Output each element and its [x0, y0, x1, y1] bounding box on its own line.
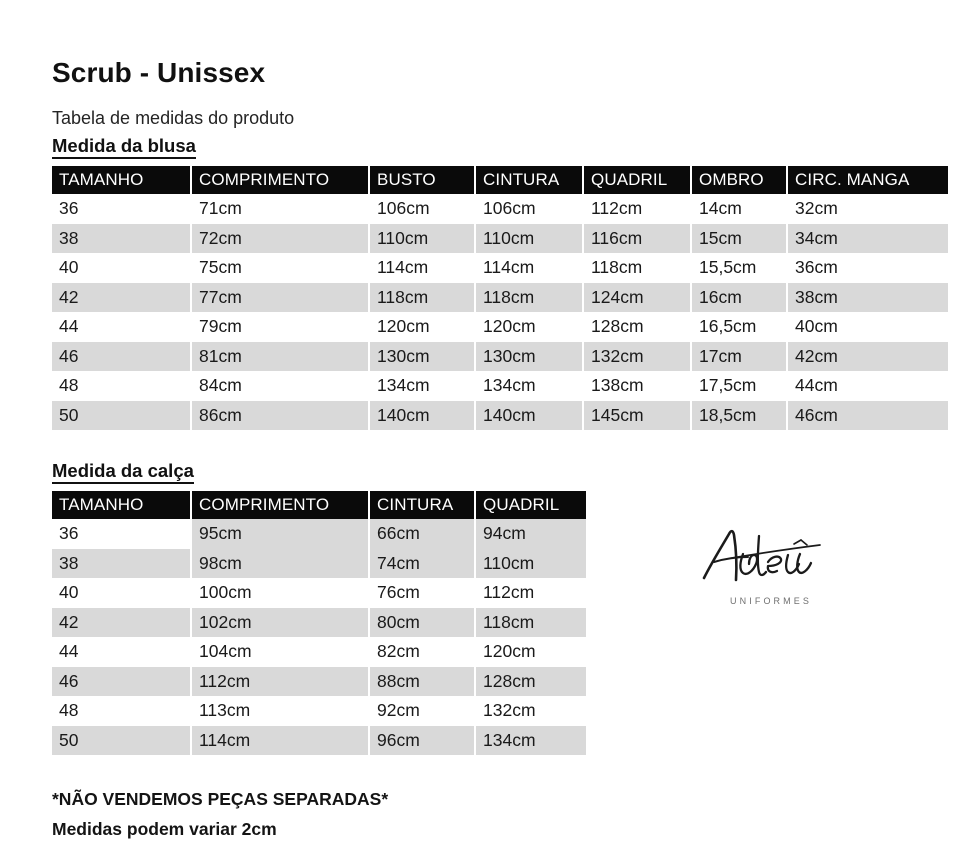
logo-wordmark: UNIFORMES: [730, 596, 812, 606]
cell-ombro: 14cm: [692, 194, 788, 224]
column-header-cintura: CINTURA: [370, 491, 476, 519]
cell-tamanho: 42: [52, 608, 192, 638]
cell-tamanho: 36: [52, 519, 192, 549]
cell-quadril: 120cm: [476, 637, 586, 667]
table-row: [52, 283, 948, 313]
cell-cintura: 130cm: [476, 342, 584, 372]
column-header-quadril: QUADRIL: [584, 166, 692, 194]
cell-cintura: 120cm: [476, 312, 584, 342]
cell-ombro: 15,5cm: [692, 253, 788, 283]
cell-comprimento: 81cm: [192, 342, 370, 372]
cell-circ-manga: 34cm: [788, 224, 948, 254]
table-row: [52, 312, 948, 342]
pants-measurements-table: [52, 491, 586, 755]
column-header-cintura: CINTURA: [476, 166, 584, 194]
cell-ombro: 17cm: [692, 342, 788, 372]
brand-logo: [686, 524, 856, 626]
cell-tamanho: 46: [52, 667, 192, 697]
table-row: [52, 519, 586, 549]
table-row: [52, 342, 948, 372]
atelie-script-logo-icon: [696, 524, 846, 588]
cell-busto: 120cm: [370, 312, 476, 342]
table-row: [52, 371, 948, 401]
cell-quadril: 112cm: [584, 194, 692, 224]
cell-comprimento: 79cm: [192, 312, 370, 342]
cell-ombro: 16,5cm: [692, 312, 788, 342]
cell-tamanho: 48: [52, 371, 192, 401]
cell-tamanho: 50: [52, 726, 192, 756]
cell-cintura: 114cm: [476, 253, 584, 283]
cell-cintura: 106cm: [476, 194, 584, 224]
cell-comprimento: 113cm: [192, 696, 370, 726]
cell-busto: 130cm: [370, 342, 476, 372]
cell-circ-manga: 38cm: [788, 283, 948, 313]
cell-busto: 110cm: [370, 224, 476, 254]
column-header-quadril: QUADRIL: [476, 491, 586, 519]
cell-cintura: 74cm: [370, 549, 476, 579]
cell-circ-manga: 42cm: [788, 342, 948, 372]
cell-comprimento: 98cm: [192, 549, 370, 579]
table-row: [52, 194, 948, 224]
cell-quadril: 94cm: [476, 519, 586, 549]
cell-ombro: 17,5cm: [692, 371, 788, 401]
column-header-tamanho: TAMANHO: [52, 166, 192, 194]
cell-comprimento: 102cm: [192, 608, 370, 638]
cell-comprimento: 75cm: [192, 253, 370, 283]
cell-quadril: 116cm: [584, 224, 692, 254]
cell-quadril: 145cm: [584, 401, 692, 431]
column-header-comprimento: COMPRIMENTO: [192, 166, 370, 194]
cell-tamanho: 46: [52, 342, 192, 372]
cell-tamanho: 44: [52, 312, 192, 342]
table-row: [52, 608, 586, 638]
cell-comprimento: 71cm: [192, 194, 370, 224]
cell-comprimento: 72cm: [192, 224, 370, 254]
cell-busto: 106cm: [370, 194, 476, 224]
cell-cintura: 66cm: [370, 519, 476, 549]
table-row: [52, 401, 948, 431]
cell-circ-manga: 44cm: [788, 371, 948, 401]
cell-cintura: 82cm: [370, 637, 476, 667]
cell-quadril: 132cm: [476, 696, 586, 726]
table-row: [52, 224, 948, 254]
cell-circ-manga: 46cm: [788, 401, 948, 431]
table-row: [52, 696, 586, 726]
note-measurement-tolerance: Medidas podem variar 2cm: [52, 819, 277, 839]
table-header-row: [52, 166, 948, 194]
cell-circ-manga: 32cm: [788, 194, 948, 224]
cell-ombro: 16cm: [692, 283, 788, 313]
cell-quadril: 128cm: [584, 312, 692, 342]
cell-quadril: 118cm: [476, 608, 586, 638]
table-row: [52, 726, 586, 756]
note-no-separate-pieces: *NÃO VENDEMOS PEÇAS SEPARADAS*: [52, 789, 389, 809]
cell-tamanho: 48: [52, 696, 192, 726]
column-header-tamanho: TAMANHO: [52, 491, 192, 519]
cell-tamanho: 40: [52, 253, 192, 283]
cell-comprimento: 104cm: [192, 637, 370, 667]
cell-quadril: 110cm: [476, 549, 586, 579]
cell-cintura: 80cm: [370, 608, 476, 638]
cell-quadril: 132cm: [584, 342, 692, 372]
cell-comprimento: 95cm: [192, 519, 370, 549]
column-header-ombro: OMBRO: [692, 166, 788, 194]
cell-tamanho: 40: [52, 578, 192, 608]
section-heading-blusa: Medida da blusa: [52, 136, 196, 159]
cell-comprimento: 86cm: [192, 401, 370, 431]
table-header-row: [52, 491, 586, 519]
cell-cintura: 88cm: [370, 667, 476, 697]
cell-cintura: 96cm: [370, 726, 476, 756]
cell-quadril: 128cm: [476, 667, 586, 697]
cell-cintura: 76cm: [370, 578, 476, 608]
cell-quadril: 112cm: [476, 578, 586, 608]
cell-quadril: 138cm: [584, 371, 692, 401]
blouse-table-head: [52, 166, 948, 194]
table-row: [52, 578, 586, 608]
cell-cintura: 92cm: [370, 696, 476, 726]
cell-circ-manga: 40cm: [788, 312, 948, 342]
cell-cintura: 118cm: [476, 283, 584, 313]
pants-table-body: [52, 519, 586, 755]
cell-tamanho: 38: [52, 224, 192, 254]
cell-quadril: 118cm: [584, 253, 692, 283]
cell-comprimento: 77cm: [192, 283, 370, 313]
cell-cintura: 110cm: [476, 224, 584, 254]
table-row: [52, 549, 586, 579]
column-header-busto: BUSTO: [370, 166, 476, 194]
cell-circ-manga: 36cm: [788, 253, 948, 283]
page-title: Scrub - Unissex: [52, 56, 266, 88]
cell-tamanho: 44: [52, 637, 192, 667]
table-row: [52, 637, 586, 667]
cell-comprimento: 112cm: [192, 667, 370, 697]
cell-comprimento: 100cm: [192, 578, 370, 608]
table-row: [52, 253, 948, 283]
cell-cintura: 134cm: [476, 371, 584, 401]
table-row: [52, 667, 586, 697]
cell-ombro: 15cm: [692, 224, 788, 254]
cell-busto: 140cm: [370, 401, 476, 431]
blouse-measurements-table: [52, 166, 948, 430]
blouse-table-body: [52, 194, 948, 430]
intro-text: Tabela de medidas do produto: [52, 108, 295, 128]
section-heading-calca: Medida da calça: [52, 461, 194, 484]
cell-tamanho: 36: [52, 194, 192, 224]
cell-tamanho: 50: [52, 401, 192, 431]
cell-comprimento: 114cm: [192, 726, 370, 756]
cell-cintura: 140cm: [476, 401, 584, 431]
cell-busto: 118cm: [370, 283, 476, 313]
cell-ombro: 18,5cm: [692, 401, 788, 431]
cell-comprimento: 84cm: [192, 371, 370, 401]
cell-quadril: 134cm: [476, 726, 586, 756]
cell-tamanho: 38: [52, 549, 192, 579]
column-header-circ-manga: CIRC. MANGA: [788, 166, 948, 194]
cell-busto: 134cm: [370, 371, 476, 401]
cell-tamanho: 42: [52, 283, 192, 313]
cell-quadril: 124cm: [584, 283, 692, 313]
column-header-comprimento: COMPRIMENTO: [192, 491, 370, 519]
pants-table-head: [52, 491, 586, 519]
cell-busto: 114cm: [370, 253, 476, 283]
